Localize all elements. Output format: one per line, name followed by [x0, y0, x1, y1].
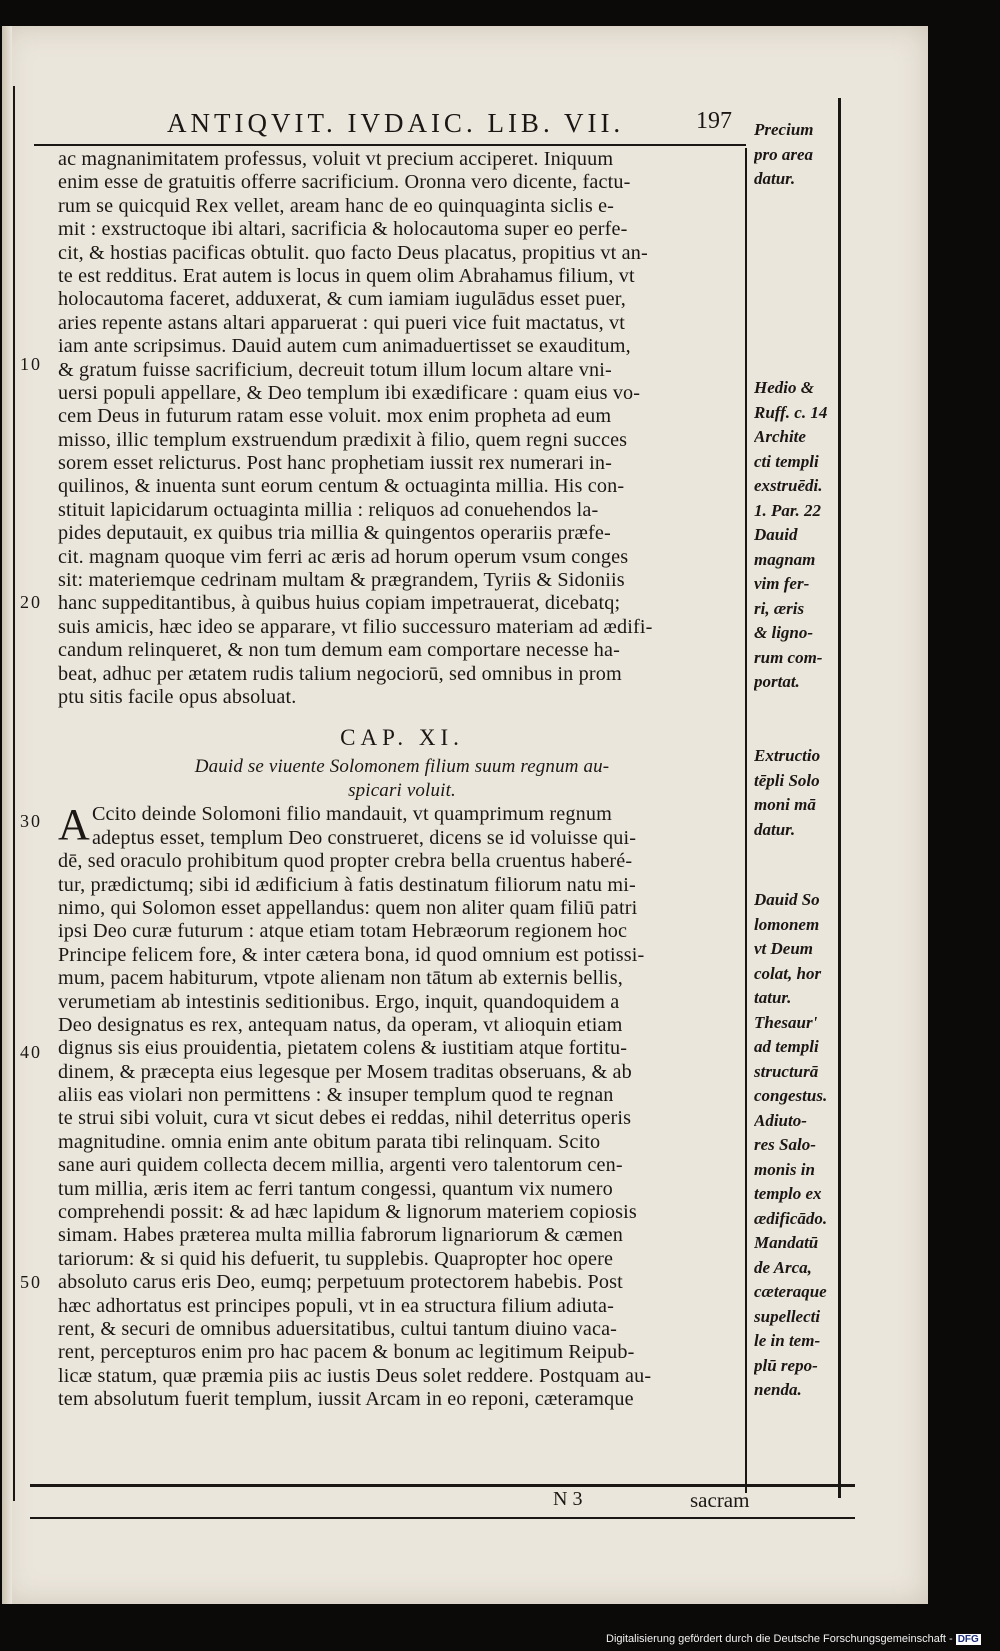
text-after-chapter [58, 800, 746, 1411]
text-line: enim esse de gratuitis offerre sacrificium. Oronna vero dicente, factu- [58, 171, 631, 194]
text-line: sane auri quidem collecta decem millia, argenti vero talentorum cen- [58, 1154, 623, 1177]
margin-note-line: vt Deum [754, 939, 814, 958]
margin-note-line: de Arca, [754, 1257, 812, 1277]
text-line: cem Deus in futurum ratam esse voluit. mox enim propheta ad eum [58, 405, 612, 428]
text-line: nimo, qui Solomon esset appellandus: quem non aliter quam filiū patri [58, 896, 638, 919]
text-line: rum se quicquid Rex vellet, aream hanc de eo quinquaginta siclis e- [58, 194, 615, 217]
dfg-logo: DFG [957, 1634, 979, 1645]
margin-note-line: magnam [754, 549, 816, 569]
margin-note-exhortation [754, 888, 838, 1403]
text-line: quilinos, & inuenta sunt eorum centum & octuaginta millia. His con- [58, 475, 625, 498]
folio-number: 197 [696, 108, 732, 134]
right-frame-rule [838, 98, 841, 1498]
left-frame-rule [13, 86, 15, 1501]
text-line: rent, & securi de omnibus aduersitatibus, cultui tantum diuino vaca- [58, 1317, 618, 1340]
margin-note-line: rum com- [754, 647, 823, 667]
margin-note-line: tēpli Solo [754, 770, 820, 790]
text-line: ac magnanimitatem professus, voluit vt precium acciperet. Iniquum [58, 148, 614, 170]
signature-mark: N 3 [553, 1488, 583, 1510]
text-line: magnitudine. omnia enim ante obitum parata tibi relinquam. Scito [58, 1130, 601, 1153]
margin-note-line: & ligno- [754, 623, 814, 642]
text-line: aliis eas violari non permittens : & insuper templum quod te regnan [58, 1084, 614, 1107]
margin-note-line: ad templi [754, 1037, 819, 1056]
text-line: Principe felicem fore, & inter cætera bona, id quod omnium est potissi- [58, 943, 645, 966]
margin-note-line: congestus. [754, 1086, 828, 1105]
text-line: sit: materiemque cedrinam multam & prægrandem, Tyriis & Sidoniis [58, 569, 625, 592]
margin-note-price [754, 118, 838, 192]
margin-note-line: Dauid So [754, 890, 820, 909]
margin-note-line: exstruēdi. [754, 476, 823, 495]
margin-note-line: vim fer- [754, 574, 810, 593]
text-line: holocautoma faceret, adduxerat, & cum iamiam iugulādus esset puer, [58, 288, 626, 311]
margin-note-line: Extructio [754, 746, 821, 765]
margin-note-line: pro area [754, 144, 814, 164]
margin-note-line: ædificādo. [754, 1208, 828, 1228]
text-line: hanc suppeditantibus, à quibus huius copiam impetrauerat, dicebatq; [58, 592, 621, 615]
text-line: verumetiam ab intestinis seditionibus. Ergo, inquit, quandoquidem a [58, 990, 620, 1013]
drop-cap-initial: A [58, 800, 90, 850]
margin-note-line: Archite [754, 427, 806, 446]
text-line: misso, illic templum exstruendum prædixit à filio, quem regni succes [58, 428, 628, 451]
margin-note-line: res Salo- [754, 1135, 816, 1154]
text-line: ptu sitis facile opus absoluat. [58, 685, 297, 708]
text-line: ipsi Deo curæ futurum : atque etiam totam Hebræorum regionem hoc [58, 920, 628, 943]
text-line: mum, pacem habiturum, vtpote alienam non tātum ab externis bellis, [58, 967, 623, 990]
catchword: sacram [690, 1488, 750, 1512]
text-line: aries repente astans altari apparuerat : qui pueri vice fuit mactatus, vt [58, 311, 625, 334]
text-line: candum relinqueret, & non tum demum eam comportare necesse ha- [58, 639, 621, 662]
text-line: absoluto carus eris Deo, eumq; perpetuum protectorem habebis. Post [58, 1271, 623, 1294]
text-line: tariorum: & si quid his defuerit, tu supplebis. Quapropter hoc opere [58, 1247, 614, 1270]
margin-note-line: tatur. [754, 988, 792, 1007]
text-line: te strui sibi voluit, cura vt sicut debes ei reddas, nihil deterritus operis [58, 1107, 632, 1130]
margin-note-line: colat, hor [754, 963, 822, 983]
text-line: iam ante scripsimus. Dauid autem cum animaduertisset se exauditum, [58, 335, 631, 358]
line-number: 50 [20, 1272, 42, 1292]
margin-note-line: ri, æris [754, 598, 805, 618]
text-line: dinem, & præcepta eius legesque per Mosem traditas obseruans, & ab [58, 1060, 632, 1083]
chapter-summary-line: Dauid se viuente Solomonem filium suum regnum au- [194, 756, 610, 778]
margin-note-line: cti templi [754, 451, 819, 471]
text-line: sorem esset relicturus. Post hanc prophetiam iussit rex numerari in- [58, 452, 613, 475]
text-line: cit. magnam quoque vim ferri ac æris ad horum operum vsum conges [58, 545, 629, 568]
margin-note-line: Mandatū [754, 1233, 819, 1252]
margin-note-line: plū repo- [754, 1355, 818, 1375]
margin-note-line: nenda. [754, 1380, 802, 1399]
margin-note-architects [754, 376, 838, 695]
margin-note-line: Precium [754, 120, 814, 139]
page-spine-shadow [2, 26, 12, 1604]
chapter-summary-line: spicari voluit. [348, 780, 456, 802]
text-line: tum millia, æris item ac ferri tantum congessi, quantum vix numero [58, 1177, 613, 1200]
text-line: hæc adhortatus est principes populi, vt in ea structura filium adiuta- [58, 1294, 614, 1317]
margin-note-temple-mandate [754, 744, 838, 842]
text-line: beat, adhuc per ætatem rudis talium negociorū, sed omnibus in prom [58, 662, 622, 685]
credit-text: Digitalisierung gefördert durch die Deutsche Forschungsgemeinschaft - [606, 1633, 953, 1645]
text-line: cit, & hostias pacificas obtulit. quo facto Deus placatus, propitius vt an- [58, 241, 648, 264]
line-number: 20 [20, 592, 42, 612]
text-line: tur, prædictumq; sibi id ædificium à fatis destinatum filiorum natu mi- [58, 873, 636, 896]
text-line: mit : exstructoque ibi altari, sacrificia & holocautoma super eo perfe- [58, 218, 628, 241]
text-line: simam. Habes præterea multa millia fabrorum lignariorum & cæmen [58, 1224, 624, 1247]
margin-note-line: 1. Par. 22 [754, 500, 822, 520]
margin-note-line: le in tem- [754, 1331, 821, 1350]
line-number: 40 [20, 1042, 42, 1062]
text-line: Ccito deinde Solomoni filio mandauit, vt quamprimum regnum [91, 803, 612, 826]
margin-note-line: Thesaur' [754, 1012, 818, 1032]
text-line: tem absolutum fuerit templum, iussit Arcam in eo reponi, cæteramque [58, 1388, 634, 1411]
margin-note-line: Ruff. c. 14 [754, 402, 828, 422]
text-before-chapter [58, 148, 746, 709]
margin-note-line: Dauid [754, 525, 798, 544]
line-number: 10 [20, 354, 42, 374]
chapter-heading: CAP. XI. [340, 725, 464, 751]
text-line: comprehendi possit: & ad hæc lapidum & lignorum materiem copiosis [58, 1201, 637, 1224]
line-number: 30 [20, 811, 42, 831]
text-line: dē, sed oraculo prohibitum quod propter crebra bella cruentus haberé- [58, 850, 633, 873]
margin-note-line: Hedio & [754, 378, 814, 397]
margin-note-line: supellecti [754, 1306, 821, 1326]
text-line: dignus sis eius prouidentia, pietatem colens & iustitiam atque fortitu- [58, 1037, 628, 1060]
margin-note-line: datur. [754, 819, 796, 839]
margin-note-line: Adiuto- [754, 1110, 807, 1130]
margin-note-line: datur. [754, 169, 796, 188]
margin-note-line: cæteraque [754, 1282, 827, 1301]
margin-note-line: portat. [754, 672, 800, 691]
text-line: pides deputauit, ex quibus tria millia & quingentos operariis præfe- [58, 522, 611, 545]
book-page [2, 26, 928, 1604]
footer-rule-upper [30, 1484, 855, 1487]
margin-note-line: monis in [754, 1159, 815, 1179]
margin-note-line: structurā [754, 1061, 819, 1081]
text-line: & gratum fuisse sacrificium, decreuit totum illum locum altare vni- [58, 358, 612, 381]
text-line: suis amicis, hæc ideo se apparare, vt filio successuro materiam ad ædifi- [58, 615, 653, 638]
text-line: Deo designatus es rex, antequam natus, da operam, vt alioquin etiam [58, 1013, 623, 1036]
footer-rule-lower [30, 1517, 855, 1519]
text-line: uersi populi appellare, & Deo templum ibi exædificare : quam eius vo- [58, 381, 641, 404]
margin-note-line: moni mā [754, 795, 816, 814]
margin-note-line: lomonem [754, 914, 820, 934]
text-line: te est redditus. Erat autem is locus in quem olim Abrahamus filium, vt [58, 264, 635, 287]
main-text-column [58, 148, 746, 1412]
digitization-credit [606, 1633, 981, 1645]
header-rule [34, 144, 746, 146]
text-line: adeptus esset, templum Deo construeret, dicens se id voluisse qui- [91, 826, 637, 849]
text-line: rent, percepturos enim pro hac pacem & bonum ac legitimum Reipub- [58, 1341, 635, 1364]
margin-note-line: templo ex [754, 1184, 822, 1203]
text-line: stituit lapicidarum octuaginta millia : reliquos ad conuehendos la- [58, 498, 599, 521]
text-line: licæ statum, quæ præmia piis ac iustis Deus solet reddere. Postquam au- [58, 1364, 652, 1387]
running-title: ANTIQVIT. IVDAIC. LIB. VII. [167, 108, 625, 138]
